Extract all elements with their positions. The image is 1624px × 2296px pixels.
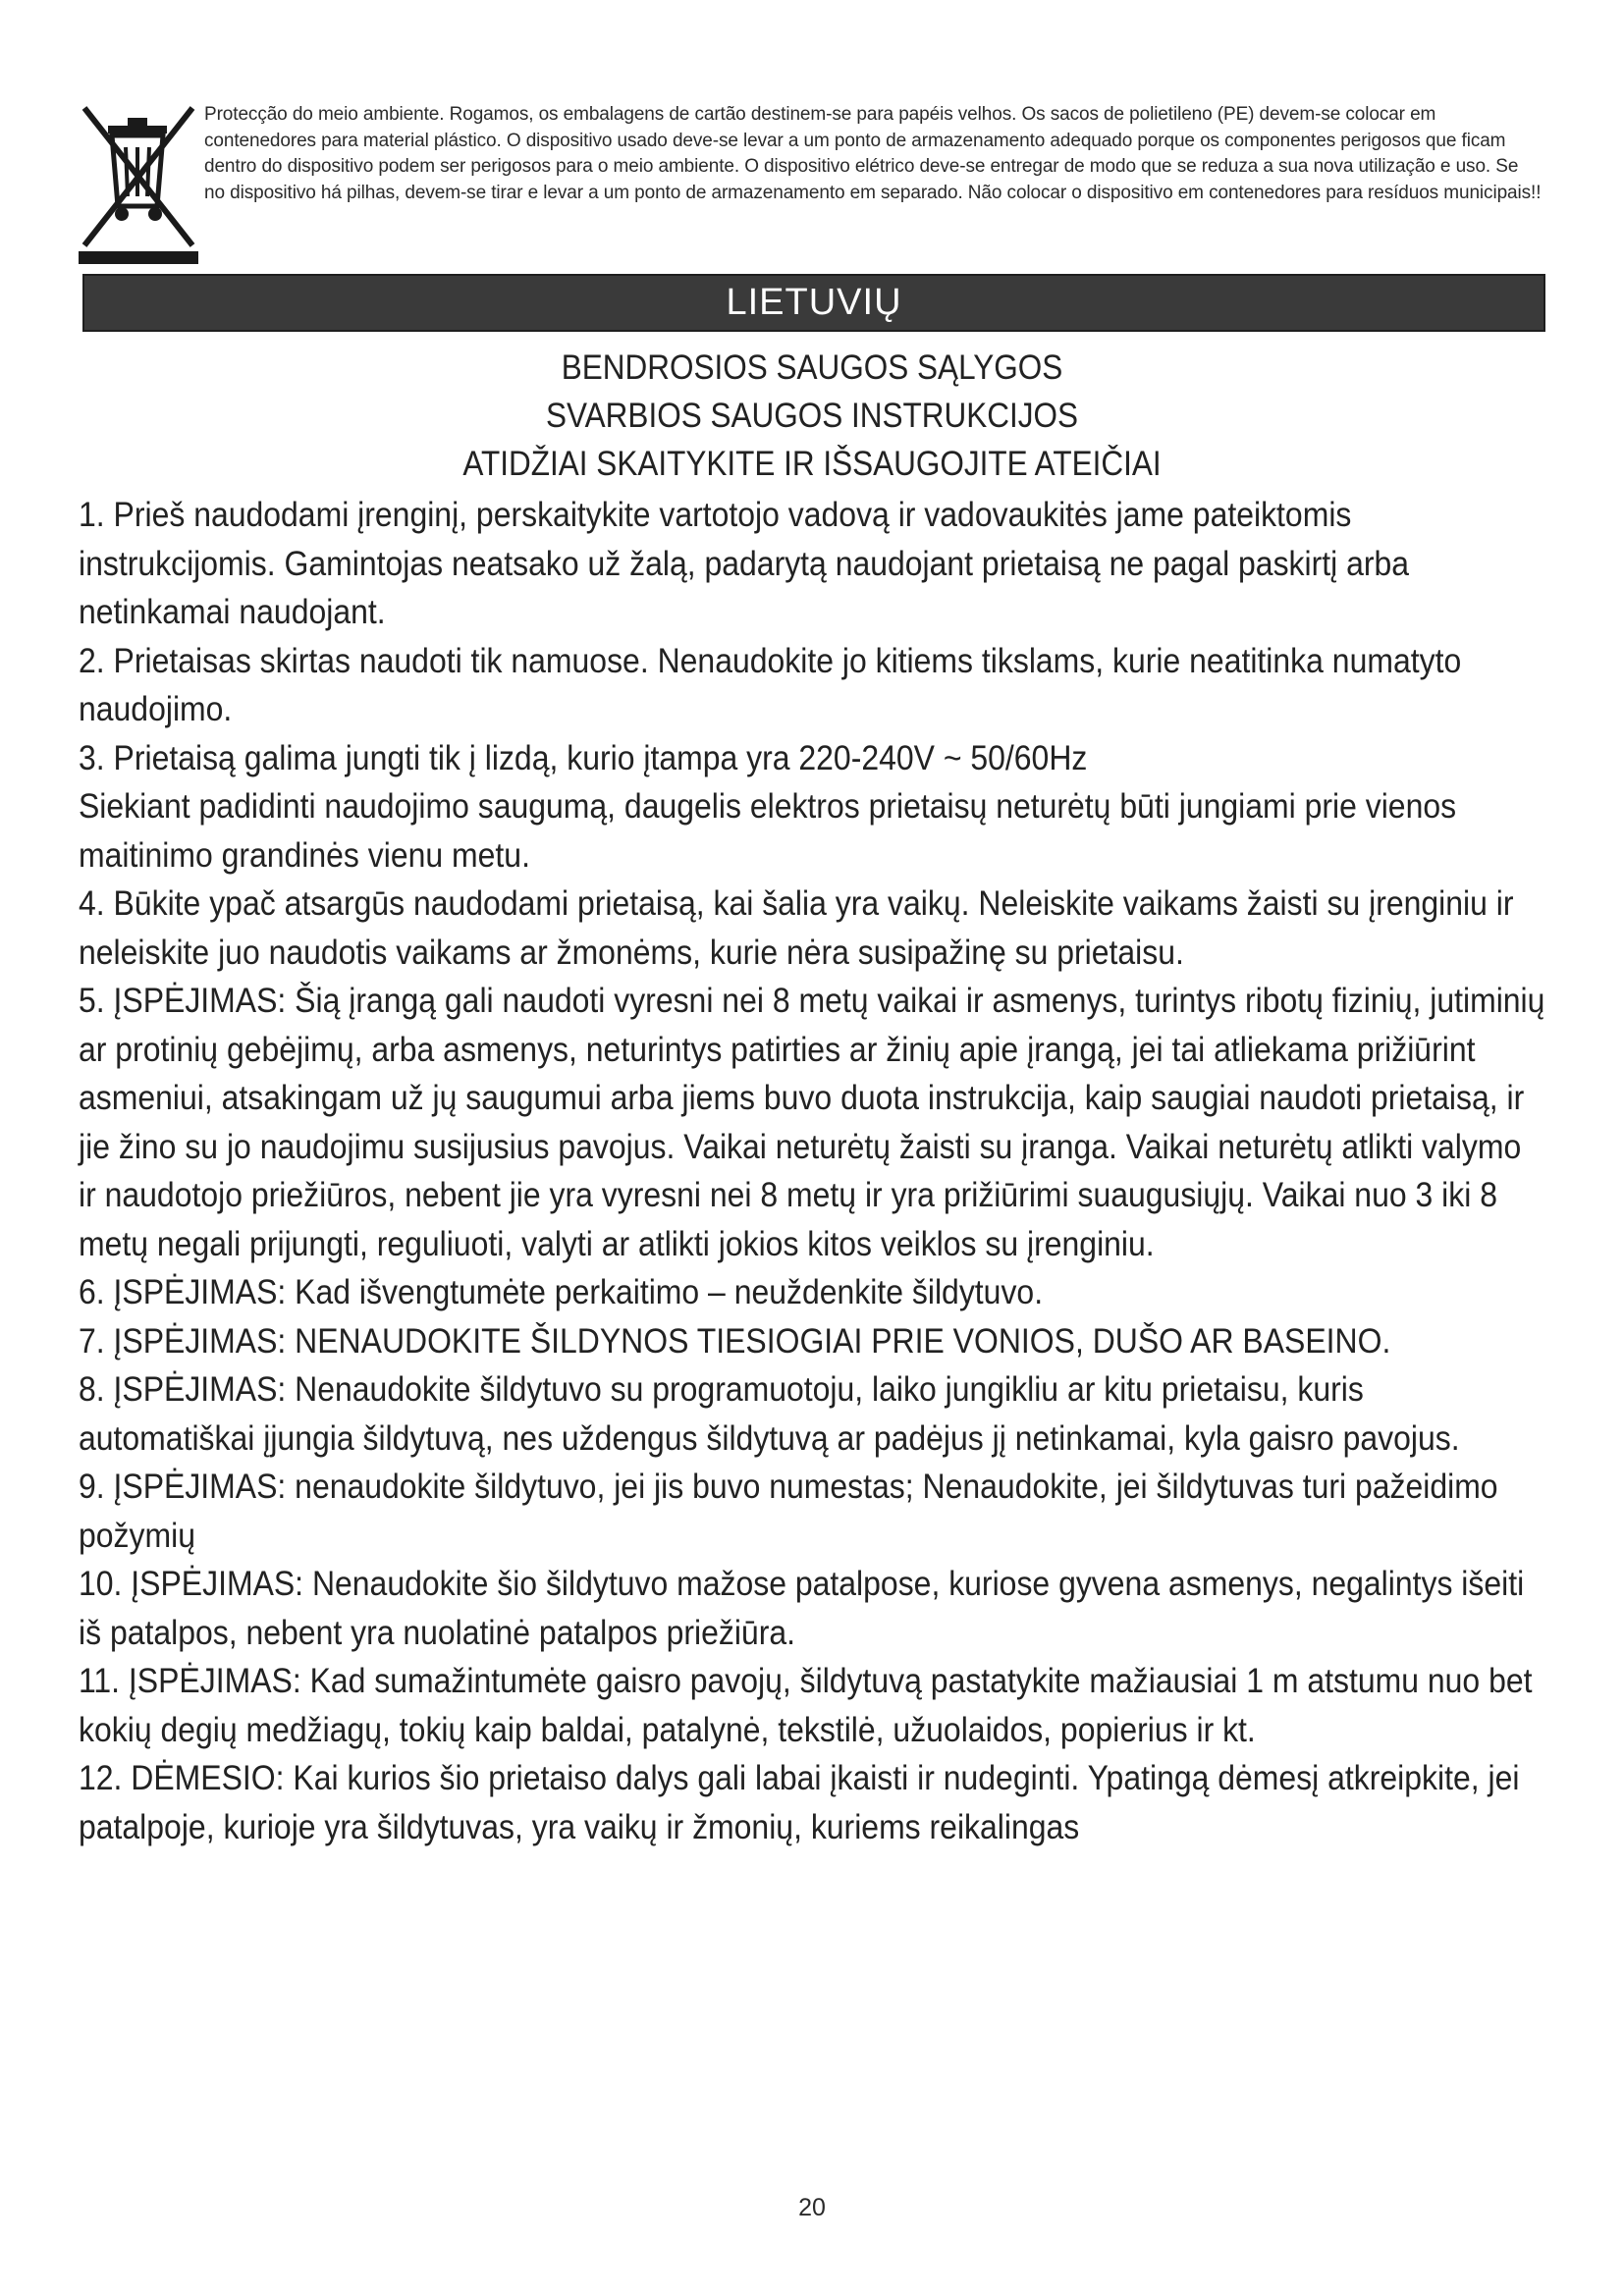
instruction-10: 10. ĮSPĖJIMAS: Nenaudokite šio šildytuvo mažose patalpose, kuriose gyvena asmenys, negalintys išeiti iš patalpos, nebent yra nuolatinė patalpos priežiūra. — [79, 1564, 1525, 1652]
instruction-1: 1. Prieš naudodami įrenginį, perskaitykite vartotojo vadovą ir vadovaukitės jame pateiktomis instrukcijomis. Gamintojas neatsako už žalą, padarytą naudojant prietaisą ne pagal paskirtį arba netinkamai naudojant. — [79, 495, 1410, 631]
instructions-body — [79, 491, 1545, 1851]
page-number: 20 — [798, 2194, 826, 2221]
environment-notice — [79, 98, 1542, 265]
instruction-9: 9. ĮSPĖJIMAS: nenaudokite šildytuvo, jei jis buvo numestas; Nenaudokite, jei šildytuvas turi pažeidimo požymių — [79, 1467, 1498, 1555]
instruction-4: 4. Būkite ypač atsargūs naudodami prietaisą, kai šalia yra vaikų. Neleiskite vaikams žaisti su įrenginiu ir neleiskite juo naudotis vaikams ar žmonėms, kurie nėra susipažinę su prietaisu. — [79, 883, 1514, 972]
language-header-bar — [82, 274, 1545, 332]
safety-headings — [152, 344, 1473, 488]
instruction-3-note: Siekiant padidinti naudojimo saugumą, daugelis elektros prietaisų neturėtų būti jungiami prie vienos maitinimo grandinės vienu metu. — [79, 786, 1457, 875]
instruction-11: 11. ĮSPĖJIMAS: Kad sumažintumėte gaisro pavojų, šildytuvą pastatykite mažiausiai 1 m atstumu nuo bet kokių degių medžiagų, tokių kaip baldai, patalynė, tekstilė, užuolaidos, popierius ir kt. — [79, 1661, 1533, 1749]
instruction-3: 3. Prietaisą galima jungti tik į lizdą, kurio įtampa yra 220-240V ~ 50/60Hz — [79, 737, 1088, 777]
heading-important-safety: SVARBIOS SAUGOS INSTRUKCIJOS — [545, 397, 1079, 435]
instruction-6: 6. ĮSPĖJIMAS: Kad išvengtumėte perkaitimo – neuždenkite šildytuvo. — [79, 1272, 1044, 1311]
instruction-12: 12. DĖMESIO: Kai kurios šio prietaiso dalys gali labai įkaisti ir nudeginti. Ypatingą dėmesį atkreipkite, jei patalpoje, kurioje yra šildytuvas, yra vaikų ir žmonių, kuriems reikalingas — [79, 1758, 1520, 1846]
instruction-7: 7. ĮSPĖJIMAS: NENAUDOKITE ŠILDYNOS TIESIOGIAI PRIE VONIOS, DUŠO AR BASEINO. — [79, 1320, 1391, 1361]
language-header: LIETUVIŲ — [726, 282, 902, 323]
instruction-2: 2. Prietaisas skirtas naudoti tik namuose. Nenaudokite jo kitiems tikslams, kurie neatitinka numatyto naudojimo. — [79, 640, 1462, 728]
environment-text: Protecção do meio ambiente. Rogamos, os embalagens de cartão destinem-se para papéis velhos. Os sacos de polietileno (PE) devem-se colocar em contenedores para material plástico. O dispositivo usado deve-se levar a um ponto de armazenamento adequado porque os componentes perigosos que ficam dentro do dispositivo podem ser perigosos para o meio ambiente. O dispositivo elétrico deve-se entregar de modo que se reduza a sua nova utilização e uso. Se no dispositivo há pilhas, devem-se tirar e levar a um ponto de armazenamento em separado. Não colocar o dispositivo em contenedores para resíduos municipais!! — [204, 104, 1542, 203]
instruction-5: 5. ĮSPĖJIMAS: Šią įrangą gali naudoti vyresni nei 8 metų vaikai ir asmenys, turintys ribotų fizinių, jutiminių ar protinių gebėjimų, arba asmenys, neturintys patirties ar žinių apie įrangą, jei tai atliekama prižiūrint asmeniui, atsakingam už jų saugumui arba jiems buvo duota instrukcija, kaip saugiai naudoti prietaisą, ir jie žino su jo naudojimu susijusius pavojus. Vaikai neturėtų žaisti su įranga. Vaikai neturėtų atlikti valymo ir naudotojo priežiūros, nebent jie yra vyresni nei 8 metų ir yra prižiūrimi suaugusiųjų. Vaikai nuo 3 iki 8 metų negali prijungti, reguliuoti, valyti ar atlikti jokios kitos veiklos su įrenginiu. — [79, 981, 1545, 1263]
crossed-out-wheelie-bin-icon — [79, 98, 198, 265]
instruction-8: 8. ĮSPĖJIMAS: Nenaudokite šildytuvo su programuotoju, laiko jungikliu ar kitu prietaisu, kuris automatiškai įjungia šildytuvą, nes uždengus šildytuvą ar padėjus jį netinkamai, kyla gaisro pavojus. — [79, 1369, 1460, 1458]
heading-general-safety: BENDROSIOS SAUGOS SĄLYGOS — [561, 348, 1063, 387]
heading-read-and-keep: ATIDŽIAI SKAITYKITE IR IŠSAUGOJITE ATEIČIAI — [462, 445, 1162, 483]
